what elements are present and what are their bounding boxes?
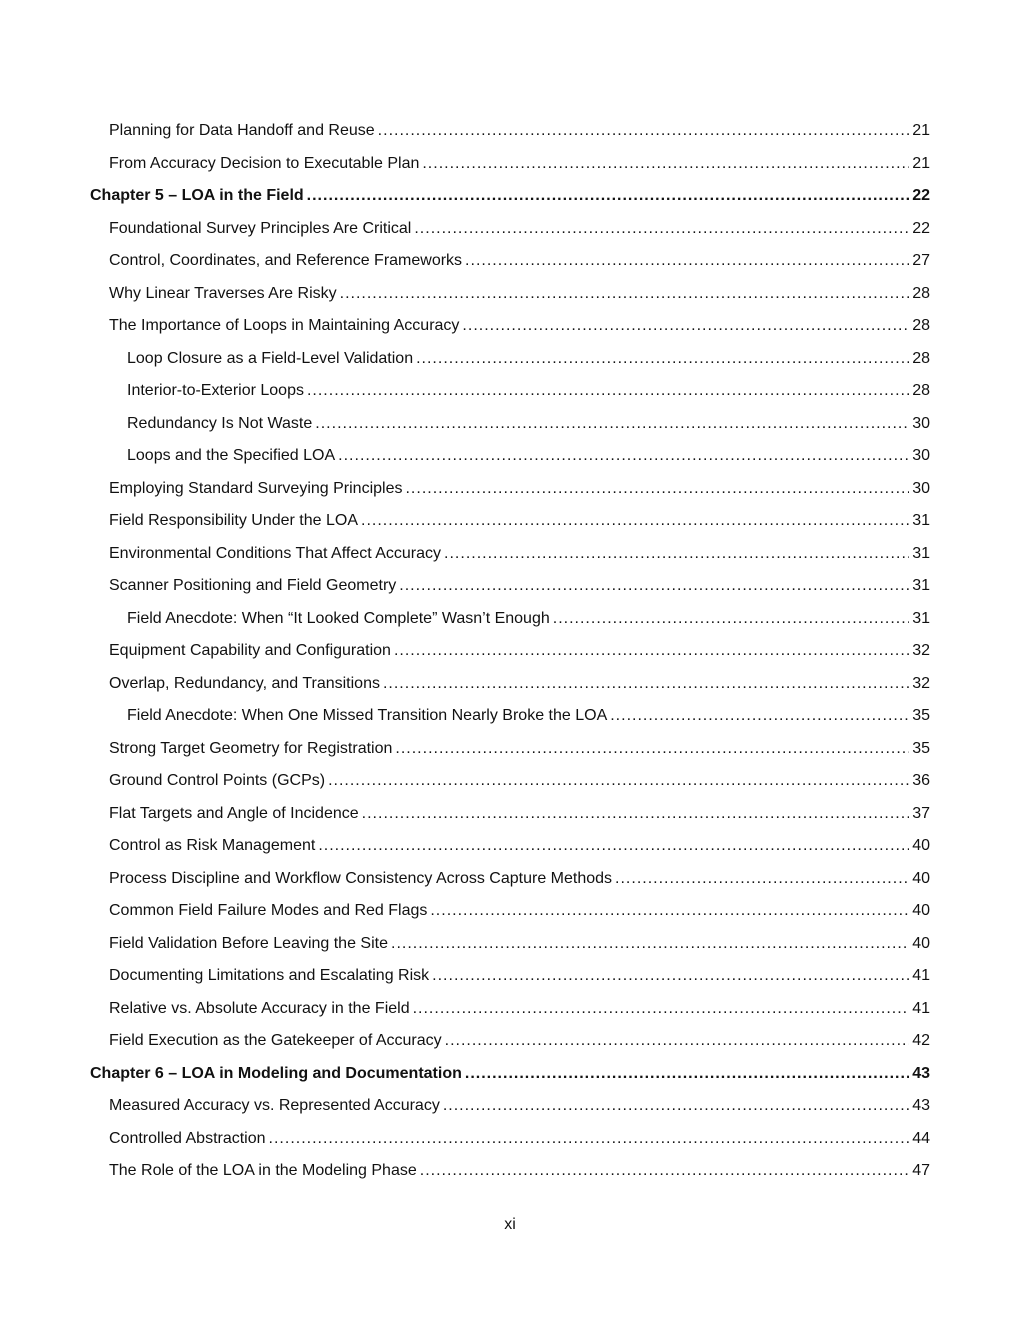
toc-entry-page: 21 xyxy=(912,122,930,139)
toc-dot-leader xyxy=(269,1123,910,1156)
table-of-contents xyxy=(90,115,930,1188)
toc-entry-page: 43 xyxy=(912,1064,930,1082)
toc-entry-title: Equipment Capability and Configuration xyxy=(109,642,391,659)
toc-section-entry[interactable] xyxy=(90,213,930,246)
toc-entry-page: 28 xyxy=(912,382,930,399)
toc-subsubsection-entry[interactable] xyxy=(90,603,930,636)
toc-section-entry[interactable] xyxy=(90,115,930,148)
toc-entry-title: Relative vs. Absolute Accuracy in the Field xyxy=(109,999,410,1017)
toc-section-entry[interactable] xyxy=(90,245,930,278)
toc-entry-page: 22 xyxy=(912,219,930,237)
toc-entry-title: Interior-to-Exterior Loops xyxy=(127,382,304,399)
toc-entry-page: 31 xyxy=(912,544,930,562)
toc-entry-page: 35 xyxy=(912,707,930,724)
toc-entry-page: 21 xyxy=(912,154,930,172)
toc-entry-title: Ground Control Points (GCPs) xyxy=(109,772,326,789)
toc-dot-leader xyxy=(378,115,910,148)
toc-section-entry[interactable] xyxy=(90,310,930,343)
toc-entry-page: 22 xyxy=(912,187,930,204)
toc-entry-title: Loop Closure as a Field-Level Validation xyxy=(127,349,414,367)
toc-entry-page: 27 xyxy=(912,252,930,269)
toc-section-entry[interactable] xyxy=(90,1025,930,1058)
toc-dot-leader xyxy=(328,765,909,798)
toc-entry-title: Common Field Failure Modes and Red Flags xyxy=(109,902,428,919)
toc-entry-page: 32 xyxy=(912,642,930,659)
toc-entry-title: Field Execution as the Gatekeeper of Accuracy xyxy=(109,1032,442,1049)
toc-section-entry[interactable] xyxy=(90,570,930,603)
toc-subsubsection-entry[interactable] xyxy=(90,700,930,733)
toc-entry-page: 30 xyxy=(912,414,930,432)
toc-entry-title: Foundational Survey Principles Are Critical xyxy=(109,219,412,237)
toc-entry-title: Process Discipline and Workflow Consistency Across Capture Methods xyxy=(109,869,613,887)
toc-dot-leader xyxy=(416,343,909,376)
toc-dot-leader xyxy=(361,505,909,538)
toc-section-entry[interactable] xyxy=(90,668,930,701)
toc-entry-title: Flat Targets and Angle of Incidence xyxy=(109,804,359,822)
toc-entry-title: Documenting Limitations and Escalating Risk xyxy=(109,967,430,984)
toc-chapter-entry[interactable] xyxy=(90,180,930,213)
toc-entry-page: 32 xyxy=(912,674,930,692)
toc-dot-leader xyxy=(465,1058,909,1091)
toc-entry-page: 35 xyxy=(912,739,930,757)
toc-entry-title: Control, Coordinates, and Reference Frameworks xyxy=(109,252,463,269)
toc-entry-page: 42 xyxy=(912,1032,930,1049)
toc-entry-title: From Accuracy Decision to Executable Plan xyxy=(109,154,420,172)
toc-entry-title: Environmental Conditions That Affect Accuracy xyxy=(109,544,442,562)
toc-dot-leader xyxy=(405,473,909,506)
toc-entry-title: Scanner Positioning and Field Geometry xyxy=(109,577,397,594)
toc-section-entry[interactable] xyxy=(90,863,930,896)
toc-entry-title: Overlap, Redundancy, and Transitions xyxy=(109,674,380,692)
toc-section-entry[interactable] xyxy=(90,278,930,311)
toc-section-entry[interactable] xyxy=(90,993,930,1026)
toc-entry-page: 30 xyxy=(912,479,930,497)
toc-dot-leader xyxy=(444,538,909,571)
toc-entry-page: 40 xyxy=(912,837,930,854)
toc-dot-leader xyxy=(443,1090,909,1123)
toc-entry-title: Controlled Abstraction xyxy=(109,1129,266,1147)
toc-section-entry[interactable] xyxy=(90,928,930,961)
toc-entry-page: 36 xyxy=(912,772,930,789)
toc-dot-leader xyxy=(413,993,910,1026)
toc-section-entry[interactable] xyxy=(90,765,930,798)
toc-entry-title: Planning for Data Handoff and Reuse xyxy=(109,122,375,139)
toc-dot-leader xyxy=(553,603,909,636)
toc-entry-title: Control as Risk Management xyxy=(109,837,316,854)
toc-section-entry[interactable] xyxy=(90,798,930,831)
toc-entry-title: Redundancy Is Not Waste xyxy=(127,414,313,432)
toc-section-entry[interactable] xyxy=(90,1155,930,1188)
toc-entry-page: 28 xyxy=(912,349,930,367)
toc-entry-page: 47 xyxy=(912,1162,930,1179)
toc-section-entry[interactable] xyxy=(90,830,930,863)
toc-chapter-entry[interactable] xyxy=(90,1058,930,1091)
toc-entry-title: Employing Standard Surveying Principles xyxy=(109,479,403,497)
toc-dot-leader xyxy=(445,1025,910,1058)
toc-dot-leader xyxy=(340,278,910,311)
toc-entry-title: The Importance of Loops in Maintaining Accuracy xyxy=(109,317,460,334)
page-number: xi xyxy=(504,1216,516,1233)
toc-dot-leader xyxy=(394,635,909,668)
toc-section-entry[interactable] xyxy=(90,505,930,538)
toc-entry-title: Field Validation Before Leaving the Site xyxy=(109,934,388,952)
toc-dot-leader xyxy=(399,570,909,603)
toc-subsubsection-entry[interactable] xyxy=(90,408,930,441)
toc-dot-leader xyxy=(307,375,909,408)
toc-entry-page: 40 xyxy=(912,934,930,952)
toc-entry-page: 40 xyxy=(912,902,930,919)
toc-entry-title: Measured Accuracy vs. Represented Accuracy xyxy=(109,1097,440,1114)
toc-dot-leader xyxy=(318,830,909,863)
toc-dot-leader xyxy=(615,863,909,896)
toc-entry-page: 44 xyxy=(912,1129,930,1147)
toc-entry-title: Loops and the Specified LOA xyxy=(127,447,336,464)
toc-entry-page: 30 xyxy=(912,447,930,464)
toc-section-entry[interactable] xyxy=(90,895,930,928)
toc-subsubsection-entry[interactable] xyxy=(90,343,930,376)
toc-entry-page: 28 xyxy=(912,284,930,302)
toc-entry-title: Field Responsibility Under the LOA xyxy=(109,512,359,529)
toc-entry-page: 28 xyxy=(912,317,930,334)
toc-section-entry[interactable] xyxy=(90,1123,930,1156)
toc-dot-leader xyxy=(338,440,909,473)
toc-section-entry[interactable] xyxy=(90,960,930,993)
toc-entry-title: Strong Target Geometry for Registration xyxy=(109,739,393,757)
toc-entry-title: Chapter 5 – LOA in the Field xyxy=(90,187,304,204)
toc-dot-leader xyxy=(462,310,909,343)
toc-section-entry[interactable] xyxy=(90,473,930,506)
toc-subsubsection-entry[interactable] xyxy=(90,440,930,473)
toc-entry-page: 40 xyxy=(912,869,930,887)
toc-section-entry[interactable] xyxy=(90,148,930,181)
toc-subsubsection-entry[interactable] xyxy=(90,375,930,408)
toc-entry-title: The Role of the LOA in the Modeling Phase xyxy=(109,1162,417,1179)
toc-entry-page: 41 xyxy=(912,967,930,984)
toc-entry-page: 31 xyxy=(912,512,930,529)
toc-section-entry[interactable] xyxy=(90,635,930,668)
toc-entry-title: Field Anecdote: When “It Looked Complete” Wasn’t Enough xyxy=(127,609,550,627)
toc-dot-leader xyxy=(610,700,909,733)
toc-entry-title: Chapter 6 – LOA in Modeling and Documentation xyxy=(90,1064,462,1082)
toc-section-entry[interactable] xyxy=(90,733,930,766)
toc-entry-page: 37 xyxy=(912,804,930,822)
toc-dot-leader xyxy=(414,213,909,246)
toc-section-entry[interactable] xyxy=(90,538,930,571)
toc-section-entry[interactable] xyxy=(90,1090,930,1123)
toc-dot-leader xyxy=(383,668,909,701)
toc-entry-title: Why Linear Traverses Are Risky xyxy=(109,284,337,302)
toc-entry-page: 31 xyxy=(912,577,930,594)
toc-dot-leader xyxy=(430,895,909,928)
toc-dot-leader xyxy=(422,148,909,181)
toc-dot-leader xyxy=(315,408,909,441)
toc-entry-title: Field Anecdote: When One Missed Transition Nearly Broke the LOA xyxy=(127,707,608,724)
toc-entry-page: 43 xyxy=(912,1097,930,1114)
toc-dot-leader xyxy=(395,733,909,766)
toc-dot-leader xyxy=(420,1155,909,1188)
toc-dot-leader xyxy=(307,180,910,213)
toc-dot-leader xyxy=(432,960,909,993)
toc-dot-leader xyxy=(391,928,909,961)
toc-dot-leader xyxy=(465,245,909,278)
toc-entry-page: 31 xyxy=(912,609,930,627)
toc-dot-leader xyxy=(362,798,910,831)
toc-entry-page: 41 xyxy=(912,999,930,1017)
